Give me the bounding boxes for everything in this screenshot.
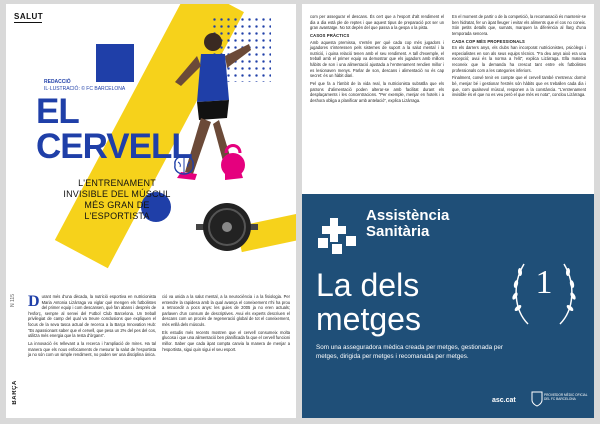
body-column-3 [310,14,444,105]
ad-body-text: Som una asseguradora mèdica creada per metges, gestionada per metges, dirigida per metges i recomanada per metges. [316,344,503,360]
magazine-brand: BARÇA [12,380,18,405]
kettlebell-icon [216,139,250,179]
ad-brand [366,208,526,240]
medical-cross-logo-icon [314,216,360,256]
ad-brand-line-2: Sanitària [366,223,430,240]
blue-square-shape [96,44,134,82]
ad-url-link[interactable]: asc.cat [492,397,516,404]
headline-line-2: CERVELL [36,127,192,166]
body-column-2 [162,294,290,354]
right-page [302,4,594,418]
page-number: N 115 [10,294,16,307]
paragraph: Finalment, convé tenir en compte que el cervell també s'entrena: dormir bé, menjar bé i gestionar l'estrès són hàbits que es treballen cada dia i que, com qualsevol múscul, responen a la constància. "L'entrenament invisible és el que no es veu però el que més es nota", conclou Lizárraga. [452,75,586,98]
author-name: REDACCIÓ [44,79,71,85]
article-subhead: L'ENTRENAMENT INVISIBLE DEL MÚSCUL MÉS GRAN DE L'ESPORTISTA [63,178,171,221]
section-label: SALUT [14,12,44,21]
ad-title-line-2: metges [316,301,421,337]
weight-plate-icon [196,200,258,256]
advertisement[interactable] [302,194,594,418]
article-headline [36,94,192,164]
ad-partner-text: PROVEÏDOR MÈDIC OFICIAL DEL FC BARCELONA [544,393,588,401]
paragraph: ció va unida a la salut mental, a la neurociència i a la fisiologia. Per entendre la rapidesa amb la qual avança el coneixement n'hi ha prou a retrocedir a pocs anys: les guies de 2005 ja no eren actuals; parlaven d'un consum de descriptives. Avui els experts descriuen el descans com un procés de regeneració global de tot el coneixement, més enllà dels músculs. [162,294,290,327]
ad-rank-number: 1 [535,264,553,301]
subheading: CADA COP MÉS PROFESSIONALS [452,38,525,44]
body-column-4 [452,14,586,100]
paragraph: Pel que fa a l'àmbit de la vida real, la nutricionista subratlla que els patrons d'alimentació poden alterar-se amb facilitat durant els desplaçaments i les concentracions. "Per exemple, menjar en hotels i a deshora obliga a planificar amb antelació", explica Lizárraga. [310,80,444,103]
headline-line-1: EL [36,92,79,131]
paragraph: La innovació és rellevant a la recerca i l'ampliació de mires. Ha tal manera que els nous enfocaments de mesurar la salut de l'esportista ja no són com un simple rendiment, no poden ser una disciplina única. [28,340,156,358]
ad-brand-line-1: Assistència [366,207,450,224]
ad-title-line-1: La dels [316,267,420,303]
paragraph: Els estudis més recents mostren que el cervell consumeix molta glucosa i que una alimentació ben planificada fa que el cervell funcioni millor. Saber que cada àpat compta canvia la manera de menjar a l'esportista, sigui quin sigui el seu esport. [162,329,290,352]
paragraph: Amb aquesta premissa, s'entén per què cada cop més jugadors i jugadores s'interessen pels sistemes de suport a la salut mental i la nutrició, i quina relació tenen amb el seu rendiment. A tall d'exemple, el treball amb el primer equip va demostrar que els jugadors amb millors hàbits de son i una alimentació ajustada a l'entrenament rendien millor i es lesionaven menys. Parlar de son, descans i alimentació no és cap secret: és un hàbit diari. [310,39,444,79]
subheading: CASOS PRÀCTICS [310,32,350,38]
paragraph: com per assegurar el descans. És cert que a l'esport d'alt rendiment el dia a dia està ple de reptes i que aquest tipus de preparació pot ser un gran avantatge. No tot depèn del que passa a la gespa o la pista. [310,14,444,31]
body-column-1 [28,294,156,360]
paragraph: En el moment de partir o de la competició, la recomanació és mantenir-se ben hidratat, fer un àpat lleuger i evitar els aliments que el cos no coneix. Són petits detalls que, sumats, marquen la diferència al llarg d'una temporada sencera. [452,14,586,36]
illustration-credit: IL·LUSTRACIÓ: © FC BARCELONA [44,86,126,92]
left-page [6,4,296,418]
dropcap: D [28,293,40,310]
paragraph: En els darrers anys, els clubs han incorporat nutricionistes, psicòlegs i especialistes en son als seus equips tècnics. "Fa deu anys això era una excepció; avui és la norma a l'elit", explica Lizárraga. Ella mateixa reconeix que la demanda ha crescut tant entre els futbolistes professionals com a les categories inferiors. [452,45,586,73]
article-credits [44,79,134,93]
section-rule [14,22,42,23]
paragraph: Durant més d'una dècada, la nutrició esportiva en nutricionista Maria Antonia Lizárraga va viglar què mengen els futbolistes del primer equip i com descansen, què fan abans i després de l'esforç, sempre al servei del Futbol Club Barcelona. Un treball privilegiat de camp del qual va treure conclusions que expliquen el focus de la seva tasca actual de recerca a la Barça Innovation Hub: "Es apassionant saber que el cervell, que pesa un 2% del pes del cos, utilitza més energia que la resta d'òrgans". [28,293,156,339]
ad-title [316,268,496,336]
